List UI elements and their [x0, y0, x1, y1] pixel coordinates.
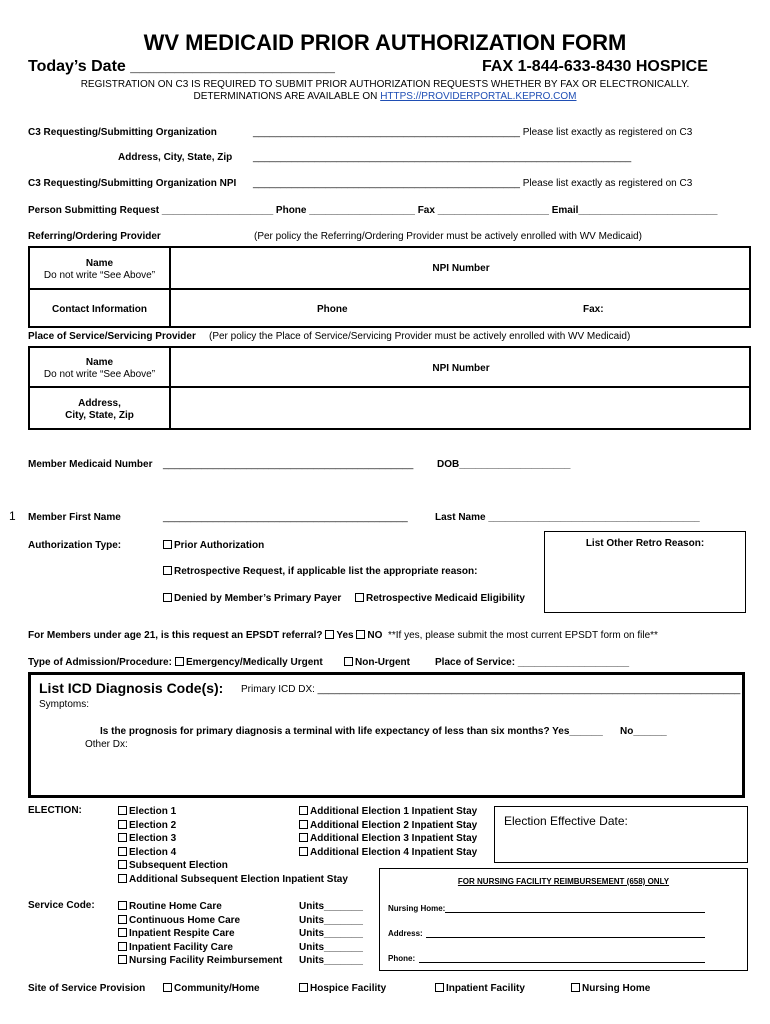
checkbox-icon[interactable] [118, 847, 127, 856]
service-code-option[interactable]: Nursing Facility Reimbursement [118, 954, 282, 968]
servicing-npi-label[interactable]: NPI Number [432, 363, 490, 374]
referring-name-label: Name [85, 258, 114, 269]
servicing-name-note: Do not write “See Above” [43, 369, 156, 380]
other-dx-field[interactable]: Other Dx: [85, 739, 128, 750]
checkbox-icon[interactable] [118, 820, 127, 829]
election-option[interactable]: Additional Subsequent Election Inpatient Stay [118, 873, 348, 887]
registration-notice: REGISTRATION ON C3 IS REQUIRED TO SUBMIT PRIOR AUTHORIZATION REQUESTS WHETHER BY FAX OR ELECTRONICALLY. [80, 79, 690, 90]
election-effective-date-label: Election Effective Date: [504, 814, 628, 828]
last-name-field[interactable]: Last Name ______________________________________ [435, 512, 700, 523]
nursing-phone-field[interactable] [419, 962, 705, 963]
checkbox-icon[interactable] [118, 915, 127, 924]
symptoms-field[interactable]: Symptoms: [39, 699, 90, 710]
election-option[interactable]: Election 2 [118, 819, 348, 833]
referring-contact-label: Contact Information [52, 304, 147, 315]
checkbox-icon[interactable] [344, 657, 353, 666]
election-option[interactable]: Additional Election 3 Inpatient Stay [299, 832, 477, 846]
site-option-nursing-home[interactable]: Nursing Home [571, 983, 650, 994]
determinations-notice: DETERMINATIONS ARE AVAILABLE ON HTTPS://PROVIDERPORTAL.KEPRO.COM [193, 91, 577, 102]
prior-authorization-option[interactable]: Prior Authorization [163, 540, 264, 551]
first-name-label: Member First Name [28, 512, 121, 523]
nursing-address-label: Address: [388, 929, 423, 938]
form-title: WV MEDICAID PRIOR AUTHORIZATION FORM [143, 30, 627, 55]
service-code-option[interactable]: Routine Home Care [118, 900, 282, 914]
admission-type-label: Type of Admission/Procedure: [28, 657, 172, 668]
referring-npi-label[interactable]: NPI Number [432, 263, 490, 274]
units-field[interactable]: Units_______ [299, 928, 363, 940]
prognosis-no-field[interactable]: No______ [620, 726, 667, 737]
checkbox-icon[interactable] [118, 955, 127, 964]
retro-eligibility-option[interactable]: Retrospective Medicaid Eligibility [355, 593, 525, 604]
emergency-option[interactable]: Emergency/Medically Urgent [175, 657, 323, 668]
address-field[interactable]: ____________________________________________________________________ [253, 152, 632, 163]
checkbox-icon[interactable] [118, 833, 127, 842]
referring-divider [28, 288, 751, 290]
primary-icd-field[interactable]: Primary ICD DX: ____________________________________________________________________________ [241, 684, 741, 695]
election-column-2 [299, 805, 477, 859]
first-name-field[interactable]: ____________________________________________ [163, 512, 408, 523]
units-field[interactable]: Units_______ [299, 955, 363, 967]
service-code-list [118, 900, 282, 968]
retro-request-option[interactable]: Retrospective Request, if applicable list the appropriate reason: [163, 566, 477, 577]
election-option[interactable]: Election 3 [118, 832, 348, 846]
election-option[interactable]: Additional Election 1 Inpatient Stay [299, 805, 477, 819]
org-label: C3 Requesting/Submitting Organization [28, 127, 217, 138]
checkbox-icon[interactable] [355, 593, 364, 602]
page-number: 1 [9, 509, 16, 523]
referring-fax-label[interactable]: Fax: [583, 304, 604, 315]
referring-name-note: Do not write “See Above” [43, 270, 156, 281]
member-medicaid-field[interactable]: _____________________________________________ [163, 459, 414, 470]
units-field[interactable]: Units_______ [299, 914, 363, 926]
checkbox-icon[interactable] [299, 820, 308, 829]
fax-number: FAX 1-844-633-8430 HOSPICE [482, 58, 708, 75]
nursing-home-label: Nursing Home: [388, 904, 446, 913]
site-option-hospice[interactable]: Hospice Facility [299, 983, 386, 994]
servicing-address-label: Address, [78, 398, 121, 409]
member-medicaid-label: Member Medicaid Number [28, 459, 153, 470]
service-code-option[interactable]: Inpatient Respite Care [118, 927, 282, 941]
checkbox-icon[interactable] [571, 983, 580, 992]
org-npi-label: C3 Requesting/Submitting Organization NPI [28, 178, 237, 189]
servicing-label: Place of Service/Servicing Provider [28, 331, 196, 342]
referring-policy: (Per policy the Referring/Ordering Provider must be actively enrolled with WV Medicaid) [254, 231, 642, 242]
units-field[interactable]: Units_______ [299, 901, 363, 912]
org-npi-field[interactable]: ________________________________________________ Please list exactly as registered on C3 [253, 178, 693, 189]
address-label: Address, City, State, Zip [118, 152, 233, 163]
nursing-facility-title: FOR NURSING FACILITY REIMBURSEMENT (658) ONLY [457, 877, 670, 886]
checkbox-icon[interactable] [299, 983, 308, 992]
checkbox-icon[interactable] [299, 847, 308, 856]
non-urgent-option[interactable]: Non-Urgent [344, 657, 410, 668]
dob-field[interactable]: DOB____________________ [437, 459, 571, 470]
checkbox-icon[interactable] [118, 860, 127, 869]
checkbox-icon[interactable] [118, 928, 127, 937]
servicing-name-label: Name [85, 357, 114, 368]
authorization-type-label: Authorization Type: [28, 540, 122, 551]
checkbox-icon[interactable] [435, 983, 444, 992]
provider-portal-link[interactable]: HTTPS://PROVIDERPORTAL.KEPRO.COM [380, 91, 577, 102]
checkbox-icon[interactable] [118, 901, 127, 910]
epsdt-no-checkbox[interactable] [356, 630, 365, 639]
checkbox-icon[interactable] [118, 806, 127, 815]
prognosis-question[interactable]: Is the prognosis for primary diagnosis a terminal with life expectancy of less than six months? Yes______ [100, 726, 603, 737]
service-code-label: Service Code: [28, 900, 95, 911]
referring-phone-label[interactable]: Phone [317, 304, 348, 315]
checkbox-icon[interactable] [175, 657, 184, 666]
checkbox-icon[interactable] [299, 806, 308, 815]
nursing-phone-label: Phone: [388, 954, 416, 963]
election-option[interactable]: Election 4 [118, 846, 348, 860]
site-option-inpatient[interactable]: Inpatient Facility [435, 983, 525, 994]
checkbox-icon[interactable] [163, 540, 172, 549]
other-retro-reason-label: List Other Retro Reason: [585, 538, 705, 549]
referring-label: Referring/Ordering Provider [28, 231, 161, 242]
units-field[interactable]: Units_______ [299, 941, 363, 953]
person-submitting-row[interactable]: Person Submitting Request ____________________ Phone ___________________ Fax ____________________ Email_________________________ [28, 205, 718, 216]
election-option[interactable]: Additional Election 4 Inpatient Stay [299, 846, 477, 860]
election-label: ELECTION: [28, 805, 82, 816]
org-field[interactable]: ________________________________________________ Please list exactly as registered on C3 [253, 127, 693, 138]
checkbox-icon[interactable] [118, 942, 127, 951]
place-of-service-field[interactable]: Place of Service: ____________________ [435, 657, 630, 668]
epsdt-yes-checkbox[interactable] [325, 630, 334, 639]
site-of-service-label: Site of Service Provision [28, 983, 146, 994]
service-units-list [299, 900, 363, 968]
nursing-address-field[interactable] [426, 937, 705, 938]
servicing-address-label-2: City, State, Zip [65, 410, 134, 421]
nursing-home-field[interactable] [445, 912, 705, 913]
epsdt-note: **If yes, please submit the most current EPSDT form on file** [388, 630, 658, 641]
epsdt-row: For Members under age 21, is this request an EPSDT referral? Yes NO [28, 630, 383, 641]
election-option[interactable]: Subsequent Election [118, 859, 348, 873]
checkbox-icon[interactable] [118, 874, 127, 883]
servicing-policy: (Per policy the Place of Service/Servicing Provider must be actively enrolled with WV Medicaid) [209, 331, 631, 342]
denied-primary-payer-option[interactable]: Denied by Member’s Primary Payer [163, 593, 341, 604]
checkbox-icon[interactable] [163, 983, 172, 992]
service-code-option[interactable]: Inpatient Facility Care [118, 941, 282, 955]
checkbox-icon[interactable] [299, 833, 308, 842]
service-code-option[interactable]: Continuous Home Care [118, 914, 282, 928]
checkbox-icon[interactable] [163, 593, 172, 602]
servicing-divider [28, 386, 751, 388]
site-option-community[interactable]: Community/Home [163, 983, 260, 994]
icd-title: List ICD Diagnosis Code(s): [39, 680, 224, 696]
checkbox-icon[interactable] [163, 566, 172, 575]
todays-date-field[interactable]: Today’s Date _______________________ [28, 58, 335, 75]
election-option[interactable]: Additional Election 2 Inpatient Stay [299, 819, 477, 833]
election-option[interactable]: Election 1 [118, 805, 348, 819]
